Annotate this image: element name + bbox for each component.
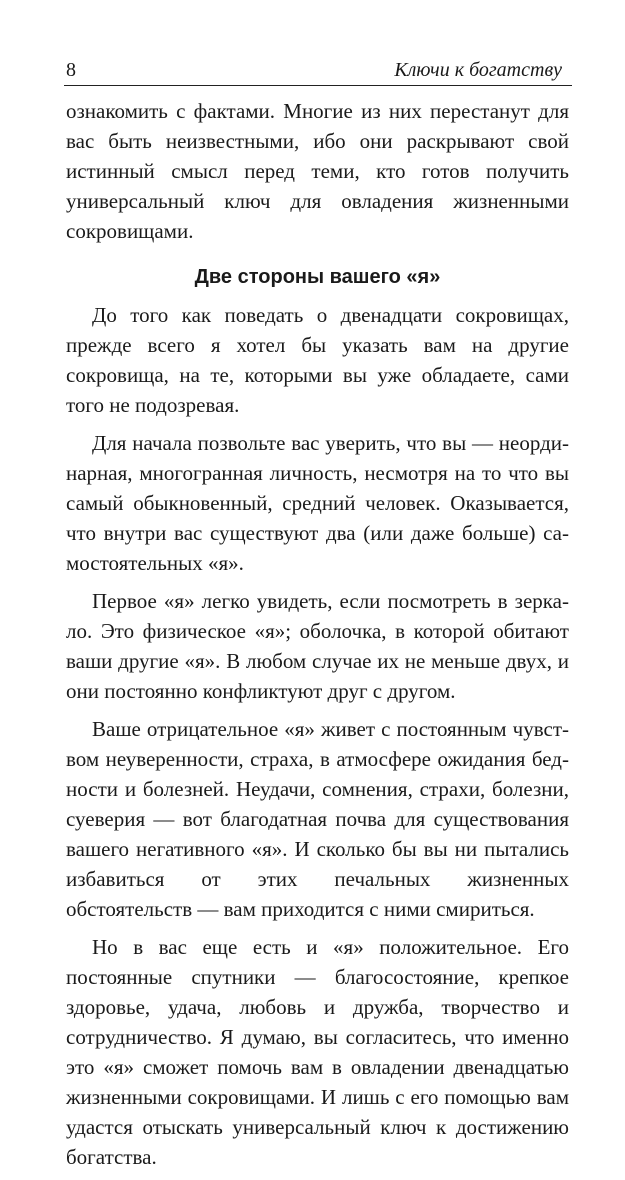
intro-paragraph: ознакомить с фактами. Многие из них перестанут для вас быть неизвестными, ибо они раскрывают свой истинный смысл перед теми, кто готов получить универсальный ключ для овладения жизненными сокровищами. <box>66 99 569 243</box>
page-body <box>66 96 569 1180</box>
section-heading: Две стороны вашего «я» <box>194 266 441 288</box>
running-title: Ключи к богатству <box>394 59 562 81</box>
running-header <box>64 58 572 86</box>
paragraph: Первое «я» легко увидеть, если посмотреть в зеркало. Это физическое «я»; оболочка, в которой обитают ваши другие «я». В любом случае их не меньше двух, и они постоянно конфликтуют друг с другом. <box>66 589 569 703</box>
paragraph: Ваше отрицательное «я» живет с постоянным чувством неуверенности, страха, в атмосфере ожидания бедности и болезней. Неудачи, сомнения, страхи, болезни, суеверия — вот благодатная почва для существования вашего негативного «я». И сколько бы вы ни пытались избавиться от этих печальных жизненных обстоятельств — вам приходится с ними смириться. <box>66 717 569 921</box>
page-number: 8 <box>66 59 76 81</box>
paragraph: Для начала позвольте вас уверить, что вы — неординарная, многогранная личность, несмотря на то что вы самый обыкновенный, средний человек. Оказывается, что внутри вас существуют два (или даже больше) самостоятельных «я». <box>66 431 569 575</box>
paragraph: До того как поведать о двенадцати сокровищах, прежде всего я хотел бы указать вам на другие сокровища, на те, которыми вы уже обладаете, сами того не подозревая. <box>66 303 569 417</box>
header-rule <box>64 85 572 86</box>
paragraph: Но в вас еще есть и «я» положительное. Его постоянные спутники — благосостояние, крепкое здоровье, удача, любовь и дружба, творчество и сотрудничество. Я думаю, вы согласитесь, что именно это «я» сможет помочь вам в овладении двенадцатью жизненными сокровищами. И лишь с его помощью вам удастся отыскать универсальный ключ к достижению богатства. <box>66 935 569 1169</box>
